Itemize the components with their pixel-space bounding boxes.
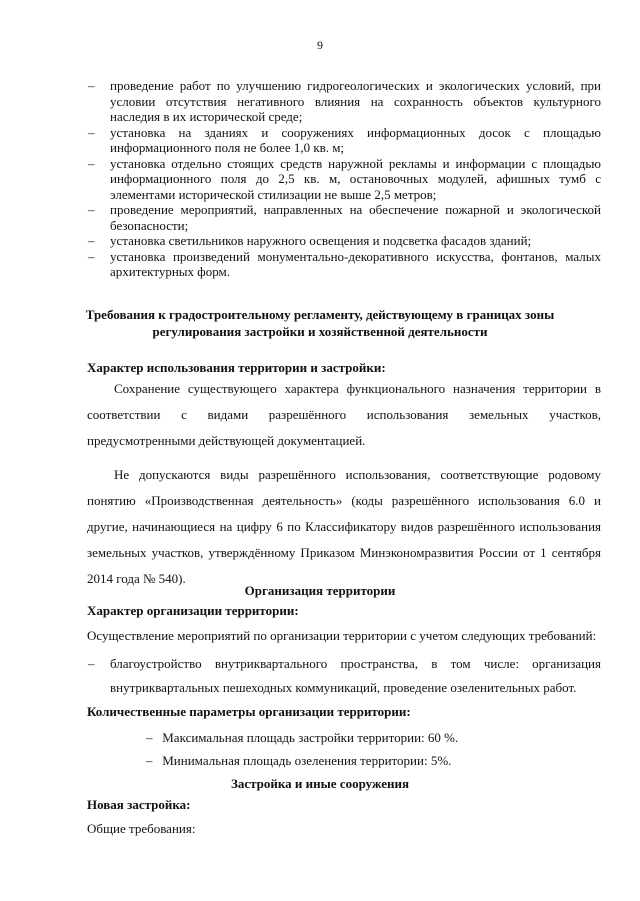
param-text: Максимальная площадь застройки территории: 60 %. (162, 730, 459, 745)
list-item-text: установка произведений монументально-декоративного искусства, фонтанов, малых архитектурных форм. (110, 248, 601, 279)
list-item (87, 249, 601, 280)
usage-line: предусмотренными действующей документацией. (87, 433, 366, 448)
list-item (87, 233, 601, 249)
org-title: Организация территории (244, 583, 396, 598)
list-dash: – (88, 155, 95, 171)
org-list-item (87, 652, 601, 700)
list-item-text: установка светильников наружного освещения и подсветка фасадов зданий; (110, 233, 532, 248)
page-number: 9 (317, 38, 323, 52)
build-title: Застройка и иные сооружения (230, 776, 410, 791)
list-item (87, 202, 601, 233)
list-dash: – (88, 78, 95, 93)
params-heading: Количественные параметры организации территории: (87, 704, 411, 719)
list-item-text: проведение работ по улучшению гидрогеологических и экологических условий, при условии отсутствия негативного влияния на сохранность объектов культурного наследия в их исторической среде; (110, 78, 601, 124)
param-item (146, 749, 451, 772)
restriction-paragraph: Не допускаются виды разрешённого использования, соответствующие родовому понятию «Производственная деятельность» (коды разрешённого использования 6.0 и другие, начинающиеся на цифру 6 по Классификатору видов разрешённого использования земельных участков, утверждённому Приказом Минэкономразвития России от 1 сентября 2014 года № 540). (87, 467, 601, 586)
list-item-text: установка отдельно стоящих средств наружной рекламы и информации с площадью информационного поля до 2,5 кв. м, остановочных модулей, афишных тумб с элементами исторической стилизации не выше 2,5 метров; (110, 155, 601, 202)
usage-line: соответствии с видами разрешённого использования земельных участков, (87, 407, 601, 422)
list-item-text: установка на зданиях и сооружениях информационных досок с площадью информационного поля не более 1,0 кв. м; (110, 124, 601, 155)
org-heading: Характер организации территории: (87, 603, 299, 618)
usage-heading: Характер использования территории и застройки: (87, 360, 386, 375)
param-item (146, 726, 458, 749)
list-dash: – (88, 233, 95, 248)
usage-line: Сохранение существующего характера функционального назначения территории в (114, 381, 601, 396)
list-item-text: проведение мероприятий, направленных на обеспечение пожарной и экологической безопасности; (110, 202, 601, 233)
permitted-works-list (87, 78, 601, 280)
new-build-heading: Новая застройка: (87, 797, 191, 812)
list-item (87, 125, 601, 156)
param-text: Минимальная площадь озеленения территории: 5%. (162, 753, 452, 768)
list-dash: – (88, 248, 95, 264)
org-list-item-text: благоустройство внутриквартального пространства, в том числе: организация внутриквартальных пешеходных коммуникаций, проведение озеленительных работ. (110, 656, 601, 695)
org-intro: Осуществление мероприятий по организации территории с учетом следующих требований: (87, 628, 597, 643)
list-item (87, 78, 601, 125)
list-dash: – (88, 202, 95, 217)
list-dash: – (146, 730, 153, 745)
list-dash: – (146, 753, 153, 768)
list-dash: – (88, 656, 95, 671)
list-item (87, 156, 601, 203)
usage-paragraph (87, 376, 601, 454)
list-dash: – (88, 124, 95, 140)
section-heading: Требования к градостроительному регламенту, действующему в границах зоны регулирования застройки и хозяйственной деятельности (85, 307, 555, 339)
general-requirements: Общие требования: (87, 821, 196, 836)
